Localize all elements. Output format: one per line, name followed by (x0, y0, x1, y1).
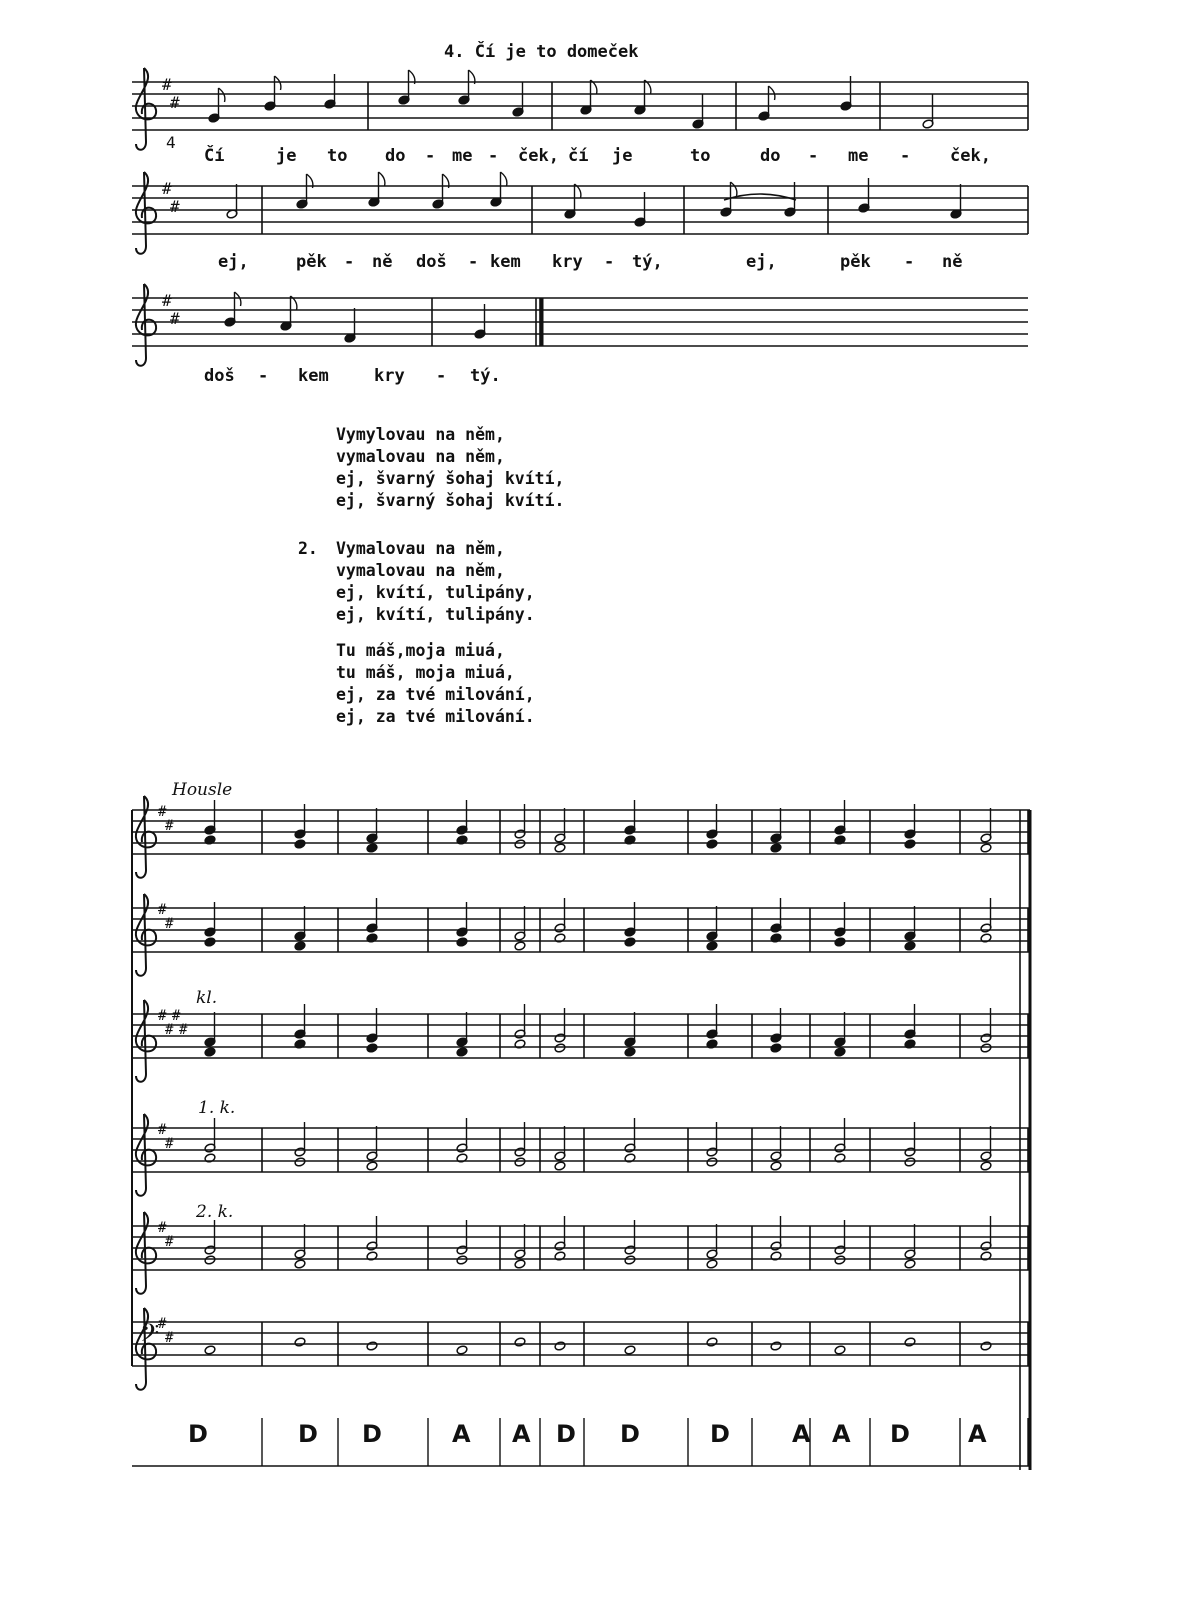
syllable: ně (942, 252, 963, 272)
notehead (770, 843, 782, 853)
notehead (624, 937, 636, 947)
syllable: kry (552, 252, 583, 272)
bass-clef-icon: 𝄢 (140, 1319, 160, 1354)
chord-symbol: D (890, 1420, 910, 1448)
treble-clef-icon (136, 68, 156, 150)
verse-line: Vymylovau na něm, (336, 425, 505, 444)
notehead (294, 941, 306, 951)
verse-number: 2. (298, 539, 318, 558)
treble-clef-icon (136, 1000, 156, 1082)
syllable: do (385, 146, 406, 166)
sharp-icon: # (162, 75, 172, 94)
chord-symbol: D (362, 1420, 382, 1448)
verse-line: ej, kvítí, tulipány, (336, 583, 535, 602)
slur (724, 194, 796, 200)
notehead (706, 1157, 718, 1167)
syllable: Čí (204, 146, 225, 166)
notehead (834, 1255, 846, 1265)
sharp-icon: # (165, 818, 174, 834)
verse-line: Tu máš,moja miuá, (336, 641, 505, 660)
chord-symbol: D (710, 1420, 730, 1448)
syllable: to (327, 146, 348, 166)
syllable: - (488, 146, 499, 166)
syllable: ček, (950, 146, 991, 166)
verse-block-2 (298, 538, 535, 626)
treble-clef-icon (136, 172, 156, 254)
verse-line: ej, kvítí, tulipány. (336, 605, 535, 624)
notehead (456, 1255, 468, 1265)
notehead (770, 1161, 782, 1171)
chord-symbol: A (452, 1420, 471, 1448)
note-flag (769, 86, 775, 100)
verse-line: ej, švarný šohaj kvítí, (336, 469, 565, 488)
sharp-icon: # (165, 1136, 174, 1152)
syllable: - (436, 366, 447, 386)
chord-symbol: A (512, 1420, 531, 1448)
syllable: doš (416, 252, 447, 272)
syllable: do (760, 146, 781, 166)
note-flag (731, 182, 737, 196)
notehead (624, 1255, 636, 1265)
syllable: - (258, 366, 269, 386)
chord-symbol: D (298, 1420, 318, 1448)
syllable: ček, (518, 146, 559, 166)
sharp-icon: # (158, 1122, 167, 1138)
notehead (706, 941, 718, 951)
notehead (514, 1337, 526, 1347)
sharp-icon: # (170, 93, 180, 112)
notehead (554, 843, 566, 853)
time-signature: 4 (166, 133, 176, 152)
notehead (294, 1259, 306, 1269)
syllable: - (344, 252, 355, 272)
syllable: - (808, 146, 819, 166)
chord-symbol: D (620, 1420, 640, 1448)
notehead (294, 1337, 306, 1347)
syllable: to (690, 146, 711, 166)
note-flag (235, 292, 241, 306)
notehead (366, 843, 378, 853)
note-flag (275, 76, 281, 90)
syllable: - (900, 146, 911, 166)
verse-line: ej, švarný šohaj kvítí. (336, 491, 565, 510)
notehead (204, 1047, 216, 1057)
notehead (456, 937, 468, 947)
notehead (834, 937, 846, 947)
treble-clef-icon (136, 796, 156, 878)
song-title: 4. Čí je to domeček (444, 42, 639, 62)
sharp-icon: # (158, 804, 167, 820)
notehead (770, 1043, 782, 1053)
sharp-icon: # (165, 916, 174, 932)
notehead (294, 1157, 306, 1167)
verse-block-3 (336, 640, 535, 728)
notehead (204, 937, 216, 947)
syllable: ej, (746, 252, 777, 272)
notehead (514, 1259, 526, 1269)
chord-symbol: A (792, 1420, 811, 1448)
syllable: - (425, 146, 436, 166)
chord-symbol: A (968, 1420, 987, 1448)
ensemble-score (132, 796, 1030, 1470)
lyrics-line-2 (0, 252, 1200, 282)
sharp-icon: # (158, 1008, 167, 1024)
sharp-icon: # (158, 902, 167, 918)
notehead (456, 1047, 468, 1057)
verse-line: vymalovau na něm, (336, 447, 505, 466)
treble-clef-icon (136, 1114, 156, 1196)
syllable: pěk (840, 252, 871, 272)
notehead (366, 1043, 378, 1053)
sharp-icon: # (162, 179, 172, 198)
notehead (980, 843, 992, 853)
notehead (904, 941, 916, 951)
sharp-icon: # (165, 1234, 174, 1250)
syllable: - (604, 252, 615, 272)
notehead (366, 1161, 378, 1171)
sharp-icon: # (165, 1022, 174, 1038)
note-flag (219, 88, 225, 102)
treble-clef-icon (136, 284, 156, 366)
syllable: me (848, 146, 869, 166)
notehead (980, 1043, 992, 1053)
notehead (904, 1259, 916, 1269)
sharp-icon: # (158, 1220, 167, 1236)
horn2-label: 2. k. (196, 1202, 234, 1222)
sharp-icon: # (179, 1022, 188, 1038)
notehead (770, 1341, 782, 1351)
notehead (904, 1337, 916, 1347)
notehead (706, 839, 718, 849)
syllable: - (468, 252, 479, 272)
notehead (514, 941, 526, 951)
notehead (554, 1341, 566, 1351)
syllable: kry (374, 366, 405, 386)
verse-line: vymalovau na něm, (336, 561, 505, 580)
melody-staves (132, 68, 1028, 366)
syllable: kem (298, 366, 329, 386)
notehead (980, 1341, 992, 1351)
syllable: je (612, 146, 633, 166)
notehead (514, 1157, 526, 1167)
treble-clef-icon (136, 894, 156, 976)
verse-line: tu máš, moja miuá, (336, 663, 515, 682)
syllable: ně (372, 252, 393, 272)
notehead (366, 1341, 378, 1351)
notehead (706, 1337, 718, 1347)
chord-symbol: D (188, 1420, 208, 1448)
sharp-icon: # (162, 291, 172, 310)
treble-clef-icon (136, 1212, 156, 1294)
notehead (980, 1161, 992, 1171)
notehead (554, 1043, 566, 1053)
sharp-icon: # (158, 1316, 167, 1332)
sharp-icon: # (165, 1330, 174, 1346)
syllable: čí (568, 146, 589, 166)
chord-symbols (188, 1420, 987, 1448)
syllable: pěk (296, 252, 327, 272)
syllable: me (452, 146, 473, 166)
syllable: je (276, 146, 297, 166)
sharp-icon: # (170, 197, 180, 216)
notehead (904, 839, 916, 849)
chord-symbol: A (832, 1420, 851, 1448)
sharp-icon: # (170, 309, 180, 328)
notehead (456, 1345, 468, 1355)
syllable: kem (490, 252, 521, 272)
lyrics-line-3 (0, 366, 1200, 396)
horn1-label: 1. k. (198, 1098, 236, 1118)
notehead (624, 1345, 636, 1355)
syllable: tý. (470, 366, 501, 386)
clarinet-label: kl. (196, 988, 218, 1008)
notehead (294, 839, 306, 849)
syllable: - (904, 252, 915, 272)
notehead (514, 839, 526, 849)
verse-line: ej, za tvé milování. (336, 707, 535, 726)
chord-symbol: D (556, 1420, 576, 1448)
syllable: ej, (218, 252, 249, 272)
syllable: doš (204, 366, 235, 386)
notehead (706, 1259, 718, 1269)
notehead (834, 1345, 846, 1355)
verse-line: ej, za tvé milování, (336, 685, 535, 704)
syllable: tý, (632, 252, 663, 272)
notehead (204, 1345, 216, 1355)
notehead (624, 1047, 636, 1057)
notehead (834, 1047, 846, 1057)
violin-label: Housle (172, 780, 233, 800)
verse-line: Vymalovau na něm, (336, 539, 505, 558)
notehead (904, 1157, 916, 1167)
verse-block-1 (336, 424, 564, 512)
notehead (204, 1255, 216, 1265)
notehead (554, 1161, 566, 1171)
lyrics-line-1 (0, 146, 1200, 176)
sharp-icon: # (172, 1008, 181, 1024)
